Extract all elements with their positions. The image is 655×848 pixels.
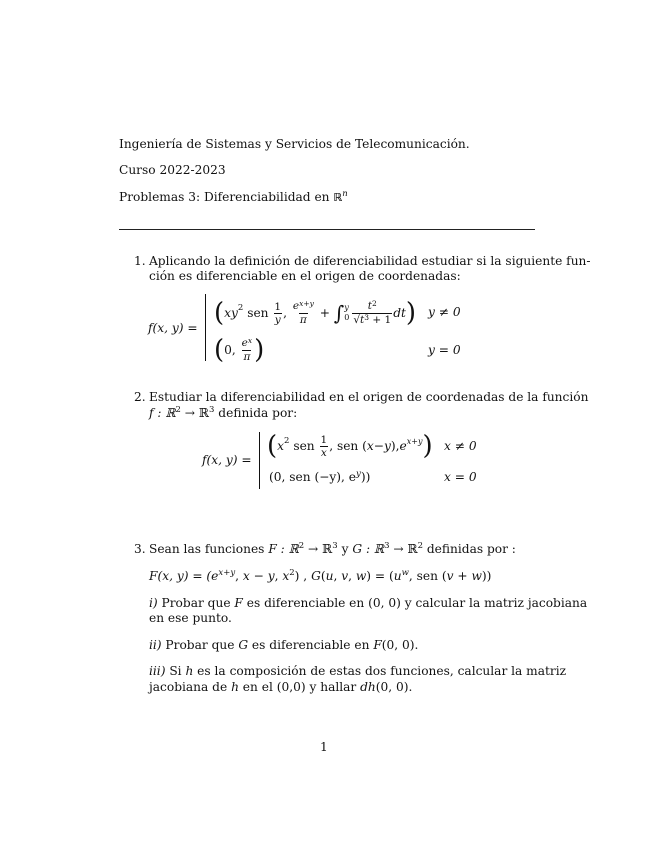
p2-defined-by: definida por: [214,406,298,420]
part-iii-text1: Si [165,664,186,678]
page-number: 1 [320,740,328,754]
title-text: Problemas 3: Diferenciabilidad en [119,190,334,204]
p2-arrow: → ℝ [180,406,210,420]
p3-F-def: F(x, y) = (e [149,569,219,583]
p2-case2-exp: y [356,469,361,479]
problem-1-function-name [148,321,198,336]
problem-1-line-1: Aplicando la definición de diferenciabilidad estudiar si la siguiente fun- [149,254,591,268]
part-ii-point: (0, 0). [381,638,419,652]
problem-3-number: 3. [134,542,146,556]
problem-3-part-i-line-2: en ese punto. [149,611,232,625]
p2-f-domain: f : ℝ [149,406,176,420]
problem-1-line-2: ción es diferenciable en el origen de coordenadas: [149,269,461,283]
problem-3-part-i [149,596,587,611]
problem-3-intro: Sean las funciones F : ℝ$^2$ → ℝ$^3$ y G : ℝ$^3$ → ℝ$^2$ definidas por : [149,541,516,556]
problem-2-line-2: f : ℝ$^2$ → ℝ$^3$ definida por: [149,405,298,420]
p3-G-domain: G : ℝ [352,542,385,556]
cond-2b: x = 0 [444,470,477,484]
course-line: Curso 2022-2023 [119,163,226,177]
part-iii-label: iii) [149,664,166,678]
part-ii-text1: Probar que [161,638,239,652]
p3-defined: definidas por : [423,542,516,556]
problem-2-case-2-cond [444,470,477,485]
problem-1-number: 1. [134,254,146,268]
problem-2-case-2-expr [269,470,370,487]
part-iii-dh: dh [360,680,376,694]
fname-1: f(x, y) = [148,321,198,335]
problem-2-case-1-cond [444,439,477,454]
title-exponent: n [342,189,348,199]
p2-case2-text: (0, sen (−y), e [269,470,357,484]
problem-3-part-iii [149,664,566,679]
part-ii-G: G [238,638,249,652]
part-iii-text2: es la composición de estas dos funciones, calcular la matriz [193,664,567,678]
part-i-text1: Probar que [157,596,235,610]
title-reals: ℝ [333,191,343,204]
cond-1b: y = 0 [428,343,461,357]
problem-1-case-2-cond [428,343,461,358]
problem-2-case-1-expr: ( x 2 sen $\frac{1}{x}$ , sen ( x − y ), e x+y ) [267,431,433,461]
p3-F-arrow: → ℝ [304,542,333,556]
part-i-label: i) [149,596,158,610]
part-iii-h: h [185,664,194,678]
part-i-text2: es diferenciable en (0, 0) y calcular la matriz jacobiana [242,596,588,610]
part-ii-text2: es diferenciable en [248,638,374,652]
header-divider [119,229,535,230]
problem-1-case-1-cond [428,305,461,320]
cond-2a: x ≠ 0 [444,439,477,453]
problem-3-definitions: F(x, $y) = (e^{x+y}$, x − y, $x^2$) , G(u, v, $w) = (u^w$, sen (v + w)) [149,568,492,583]
fname-2: f(x, y) = [202,453,252,467]
problem-2-number: 2. [134,390,146,404]
part-iii-l2e: (0, 0). [375,680,413,694]
problem-2-line-1: Estudiar la diferenciabilidad en el origen de coordenadas de la función [149,390,589,404]
p3-and: y [337,542,353,556]
part-ii-label: ii) [149,638,162,652]
institution-line: Ingeniería de Sistemas y Servicios de Telecomunicación. [119,137,470,151]
p3-intro-text: Sean las funciones [149,542,269,556]
part-iii-l2c: en el (0,0) y hallar [238,680,361,694]
part-iii-l2-h: h [231,680,239,694]
problem-2-function-name [202,453,252,468]
problem-3-part-iii-line-2 [149,680,412,695]
problem-2-brace [259,432,260,489]
problem-3-part-ii [149,638,418,653]
part-i-F: F [234,596,243,610]
cond-1a: y ≠ 0 [428,305,461,319]
p2-case2-close: )) [360,470,371,484]
problem-1-case-2-expr: ( 0, $\frac{e^x}{\pi}$ ) [214,335,265,365]
p3-G-arrow: → ℝ [389,542,418,556]
problem-1-case-1-expr: ( xy 2 sen $\frac{1}{y}$ , $\frac{e^{x+y}}{\pi}$ + ∫ y 0 $\frac{t^2}{√t^3 + 1}$ dt ) [214,298,417,328]
part-iii-l2a: jacobiana de [149,680,232,694]
problem-1-brace [205,294,206,361]
part-ii-F: F [373,638,382,652]
p3-F-domain: F : ℝ [268,542,299,556]
page-title [119,190,348,207]
